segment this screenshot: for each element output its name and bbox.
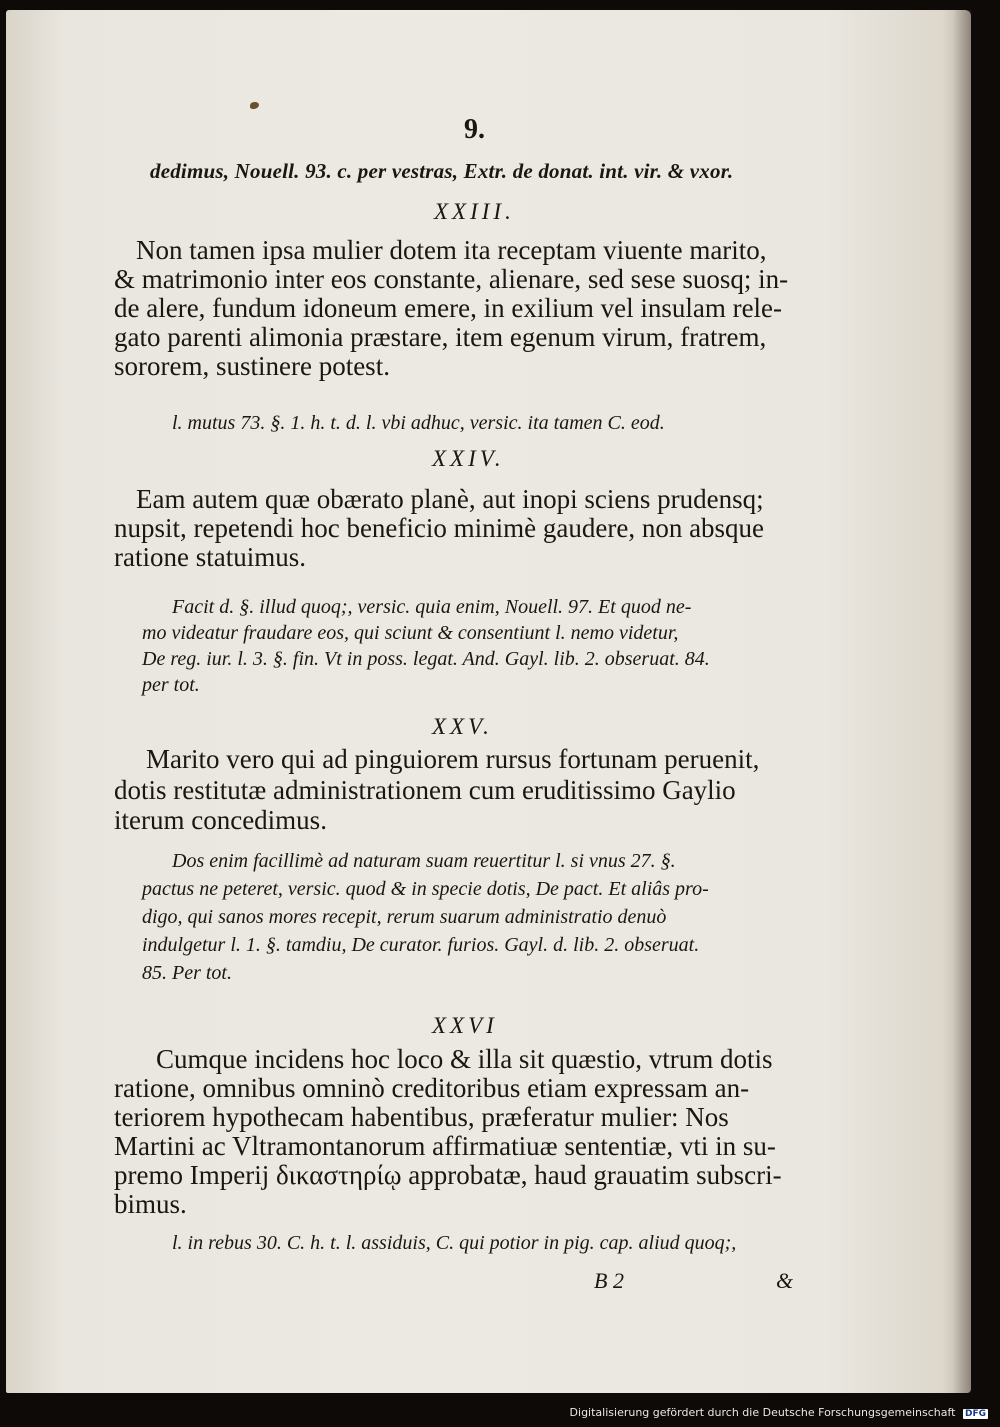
body-line: & matrimonio inter eos constante, alienare, sed sese suosq; in- bbox=[114, 264, 789, 294]
book-page bbox=[6, 10, 971, 1393]
body-line: gato parenti alimonia præstare, item egenum virum, fratrem, bbox=[114, 322, 767, 352]
body-line: nupsit, repetendi hoc beneficio minimè gaudere, non absque bbox=[114, 513, 765, 543]
body-line: ratione, omnibus omninò creditoribus etiam expressam an- bbox=[114, 1073, 750, 1103]
body-line: bimus. bbox=[114, 1189, 187, 1219]
citation-line: per tot. bbox=[142, 674, 200, 696]
dfg-logo: DFG bbox=[964, 1409, 986, 1419]
section-numeral: XXVI bbox=[432, 1013, 498, 1038]
catchword: & bbox=[776, 1268, 794, 1293]
citation-line: Facit d. §. illud quoq;, versic. quia enim, Nouell. 97. Et quod ne- bbox=[172, 596, 692, 618]
citation-line: l. in rebus 30. C. h. t. l. assiduis, C. qui potior in pig. cap. aliud quoq;, bbox=[172, 1232, 737, 1254]
citation-line: 85. Per tot. bbox=[142, 962, 232, 984]
body-line: dotis restitutæ administrationem cum eruditissimo Gaylio bbox=[114, 775, 736, 805]
citation-line: l. mutus 73. §. 1. h. t. d. l. vbi adhuc, versic. ita tamen C. eod. bbox=[172, 412, 665, 434]
body-line: Marito vero qui ad pinguiorem rursus fortunam peruenit, bbox=[146, 744, 760, 774]
section-numeral: XXIII. bbox=[434, 199, 515, 224]
citation-line: pactus ne peteret, versic. quod & in specie dotis, De pact. Et aliâs pro- bbox=[142, 878, 709, 900]
running-head: dedimus, Nouell. 93. c. per vestras, Extr. de donat. int. vir. & vxor. bbox=[150, 159, 734, 183]
section-numeral: XXIV. bbox=[432, 446, 505, 471]
body-line: ratione statuimus. bbox=[114, 542, 306, 572]
body-line: teriorem hypothecam habentibus, præferatur mulier: Nos bbox=[114, 1102, 729, 1132]
citation-line: Dos enim facillimè ad naturam suam reuertitur l. si vnus 27. §. bbox=[172, 850, 676, 872]
digitization-footer bbox=[0, 1393, 1000, 1427]
dfg-credit-text: Digitalisierung gefördert durch die Deutsche Forschungsgemeinschaft bbox=[569, 1406, 956, 1419]
page-number: 9. bbox=[464, 114, 485, 145]
body-line: Cumque incidens hoc loco & illa sit quæstio, vtrum dotis bbox=[156, 1044, 773, 1074]
body-line: Martini ac Vltramontanorum affirmatiuæ sententiæ, vti in su- bbox=[114, 1131, 776, 1161]
citation-line: digo, qui sanos mores recepit, rerum suarum administratio denuò bbox=[142, 906, 667, 928]
body-line: iterum concedimus. bbox=[114, 805, 327, 835]
citation-line: indulgetur l. 1. §. tamdiu, De curator. furios. Gayl. d. lib. 2. obseruat. bbox=[142, 934, 700, 956]
body-line: premo Imperij δικαστηρίῳ approbatæ, haud grauatim subscri- bbox=[114, 1160, 782, 1190]
signature-mark: B 2 bbox=[594, 1268, 624, 1293]
citation-line: mo videatur fraudare eos, qui sciunt & consentiunt l. nemo videtur, bbox=[142, 622, 679, 644]
body-line: de alere, fundum idoneum emere, in exilium vel insulam rele- bbox=[114, 293, 783, 323]
citation-line: De reg. iur. l. 3. §. fin. Vt in poss. legat. And. Gayl. lib. 2. obseruat. 84. bbox=[142, 648, 710, 670]
body-line: Eam autem quæ obærato planè, aut inopi sciens prudensq; bbox=[136, 484, 764, 514]
page-spine-shadow bbox=[953, 10, 971, 1393]
body-line: Non tamen ipsa mulier dotem ita receptam viuente marito, bbox=[136, 235, 767, 265]
ink-stain bbox=[250, 102, 259, 109]
body-line: sororem, sustinere potest. bbox=[114, 351, 390, 381]
section-numeral: XXV. bbox=[432, 714, 493, 739]
dfg-credit bbox=[570, 1406, 988, 1419]
